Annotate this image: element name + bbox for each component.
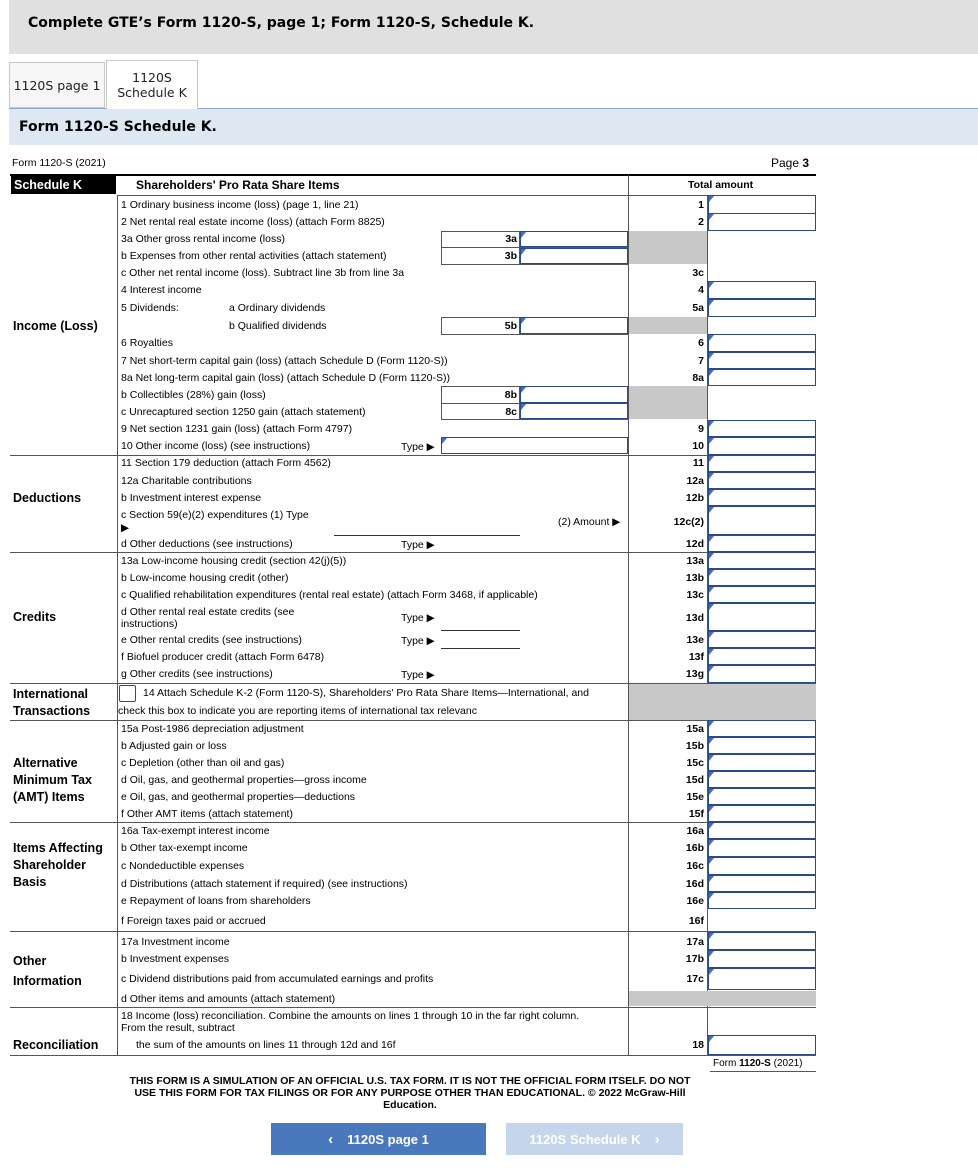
line-number: 13b xyxy=(685,572,704,584)
amount-input-3a[interactable] xyxy=(520,231,628,247)
amount-input-16a[interactable] xyxy=(708,822,816,839)
section-reconciliation: Reconciliation xyxy=(13,1038,99,1052)
amount-input-2[interactable] xyxy=(708,213,816,231)
line-number: 16b xyxy=(685,842,704,854)
type-label: Type ▶ xyxy=(401,441,435,453)
line-number: 5a xyxy=(692,302,704,314)
amount-input-13g[interactable] xyxy=(708,665,816,683)
amount-input-10[interactable] xyxy=(708,437,816,455)
line-number: 13f xyxy=(688,651,704,663)
line-number: 13c xyxy=(686,589,704,601)
type-label: Type ▶ xyxy=(401,612,435,624)
amount-input-16c[interactable] xyxy=(708,857,816,875)
rule xyxy=(441,386,442,419)
amount-input-13b[interactable] xyxy=(708,569,816,586)
line-13d: d Other rental real estate credits (see xyxy=(121,606,295,618)
previous-button-label: 1120S page 1 xyxy=(347,1131,429,1147)
type-input-10[interactable] xyxy=(441,437,628,454)
chevron-right-icon: › xyxy=(654,1130,660,1148)
tab-1120s-page-1[interactable]: 1120S page 1 xyxy=(9,62,105,108)
type-label: Type ▶ xyxy=(401,635,435,647)
line-number: 15d xyxy=(685,774,704,786)
shaded-cell xyxy=(629,231,707,264)
line-1: 1 Ordinary business income (loss) (page 1, line 21) xyxy=(121,199,359,211)
line-12a: 12a Charitable contributions xyxy=(121,475,252,487)
form-footer: Form 1120-S (2021) xyxy=(713,1058,803,1069)
line-13g: g Other credits (see instructions) xyxy=(121,668,273,680)
line-3b: b Expenses from other rental activities (attach statement) xyxy=(121,250,387,262)
line-16f: f Foreign taxes paid or accrued xyxy=(121,915,266,927)
section-amt: Alternative Minimum Tax (AMT) Items xyxy=(13,756,92,804)
line-14: 14 Attach Schedule K-2 (Form 1120-S), Shareholders' Pro Rata Share Items—International, and xyxy=(143,687,589,699)
amount-input-16d[interactable] xyxy=(708,875,816,892)
line-number: 16f xyxy=(688,915,704,927)
section-divider xyxy=(10,822,816,823)
page-title: Complete GTE’s Form 1120-S, page 1; Form 1120-S, Schedule K. xyxy=(28,15,535,31)
amount-input-7[interactable] xyxy=(708,352,816,369)
amount-input-18[interactable] xyxy=(708,1035,816,1055)
type-underline xyxy=(441,630,520,631)
line-17c: c Dividend distributions paid from accumulated earnings and profits xyxy=(121,973,434,985)
line-number: 6 xyxy=(698,337,704,349)
shaded-cell xyxy=(629,386,707,419)
amount-input-4[interactable] xyxy=(708,281,816,299)
amount-input-13c[interactable] xyxy=(708,586,816,603)
amount-input-12d[interactable] xyxy=(708,535,816,552)
amount-input-17c[interactable] xyxy=(708,968,816,990)
column-divider xyxy=(117,195,118,1056)
disclaimer: THIS FORM IS A SIMULATION OF AN OFFICIAL U.S. TAX FORM. IT IS NOT THE OFFICIAL FORM ITSELF. DO NOT USE THIS FORM FOR TAX FILINGS OR FOR ANY PURPOSE OTHER THAN EDUCATIONAL. © 2022 McGraw-Hill Education. xyxy=(129,1075,691,1111)
section-international: International Transactions xyxy=(13,687,91,718)
line-number: 16d xyxy=(685,878,704,890)
tab-1120s-schedule-k[interactable]: 1120S Schedule K xyxy=(106,60,198,109)
line-8b: b Collectibles (28%) gain (loss) xyxy=(121,389,266,401)
line-13b: b Low-income housing credit (other) xyxy=(121,572,289,584)
column-title: Shareholders' Pro Rata Share Items xyxy=(136,178,340,192)
line-number: 9 xyxy=(698,423,704,435)
line-15b: b Adjusted gain or loss xyxy=(121,740,227,752)
line-number: 13g xyxy=(685,668,704,680)
international-checkbox[interactable] xyxy=(119,685,136,702)
line-8a: 8a Net long-term capital gain (loss) (attach Schedule D (Form 1120-S)) xyxy=(121,372,450,384)
amount-input-15f[interactable] xyxy=(708,805,816,822)
line-number: 17c xyxy=(686,973,704,985)
line-number: 16a xyxy=(686,825,704,837)
amount-input-15e[interactable] xyxy=(708,788,816,805)
line-14-cont: check this box to indicate you are reporting items of international tax relevanc xyxy=(118,705,477,717)
section-divider xyxy=(10,1007,816,1008)
line-3a: 3a Other gross rental income (loss) xyxy=(121,233,285,245)
amount-input-5b[interactable] xyxy=(520,317,628,334)
amount-input-6[interactable] xyxy=(708,334,816,352)
schedule-label: Schedule K xyxy=(11,176,116,194)
line-8c: c Unrecaptured section 1250 gain (attach statement) xyxy=(121,406,366,418)
line-number: 12a xyxy=(686,475,704,487)
section-divider xyxy=(10,552,816,553)
chevron-left-icon: ‹ xyxy=(328,1130,334,1148)
amount-input-12b[interactable] xyxy=(708,489,816,506)
amount-input-12a[interactable] xyxy=(708,472,816,489)
amount-input-17b[interactable] xyxy=(708,950,816,968)
line-10: 10 Other income (loss) (see instructions) xyxy=(121,440,311,452)
amount-input-16e[interactable] xyxy=(708,892,816,909)
line-number: 15f xyxy=(688,808,704,820)
line-number: 16e xyxy=(686,895,704,907)
line-13c: c Qualified rehabilitation expenditures (rental real estate) (attach Form 3468, if applicable) xyxy=(121,589,538,601)
section-divider xyxy=(10,1055,816,1056)
line-15c: c Depletion (other than oil and gas) xyxy=(121,757,285,769)
amount-input-5a[interactable] xyxy=(708,299,816,317)
amount-input-11[interactable] xyxy=(708,455,816,472)
amount-input-15c[interactable] xyxy=(708,754,816,771)
amount-input-15a[interactable] xyxy=(708,720,816,737)
line-2: 2 Net rental real estate income (loss) (attach Form 8825) xyxy=(121,216,385,228)
line-number: 10 xyxy=(692,440,704,452)
line-16b: b Other tax-exempt income xyxy=(121,842,248,854)
line-15a: 15a Post-1986 depreciation adjustment xyxy=(121,723,304,735)
line-number: 17b xyxy=(685,953,704,965)
rule xyxy=(441,231,442,264)
next-button[interactable] xyxy=(506,1123,683,1155)
amount-input-13e[interactable] xyxy=(708,631,816,648)
amount-input-8a[interactable] xyxy=(708,369,816,386)
line-number: 18 xyxy=(692,1039,704,1051)
line-number: 13e xyxy=(686,634,704,646)
line-number: 17a xyxy=(686,936,704,948)
amount-input-3b[interactable] xyxy=(520,248,628,264)
line-15f: f Other AMT items (attach statement) xyxy=(121,808,293,820)
section-basis: Items Affecting Shareholder Basis xyxy=(13,841,103,889)
line-6: 6 Royalties xyxy=(121,337,173,349)
rule xyxy=(441,334,629,335)
line-18: 18 Income (loss) reconciliation. Combine the amounts on lines 1 through 10 in the far right column. xyxy=(121,1010,580,1022)
line-15d: d Oil, gas, and geothermal properties—gross income xyxy=(121,774,367,786)
line-number: 8b xyxy=(504,389,517,401)
section-credits: Credits xyxy=(13,610,57,624)
line-11: 11 Section 179 deduction (attach Form 4562) xyxy=(121,457,331,469)
line-number: 12b xyxy=(685,492,704,504)
shaded-cell xyxy=(629,684,816,720)
section-divider xyxy=(10,931,816,932)
line-13e: e Other rental credits (see instructions) xyxy=(121,634,302,646)
amount-input-8c[interactable] xyxy=(520,403,628,419)
line-number: 3b xyxy=(504,250,517,262)
shaded-cell xyxy=(629,317,707,334)
rule xyxy=(441,264,629,265)
section-other: Other Information xyxy=(13,954,82,988)
line-number: 1 xyxy=(698,199,704,211)
line-12b: b Investment interest expense xyxy=(121,492,262,504)
line-number: 13a xyxy=(686,555,704,567)
line-16d: d Distributions (attach statement if required) (see instructions) xyxy=(121,878,408,890)
line-12c-arrow: ▶ xyxy=(121,522,130,534)
line-13f: f Biofuel producer credit (attach Form 6478) xyxy=(121,651,325,663)
line-9: 9 Net section 1231 gain (loss) (attach Form 4797) xyxy=(121,423,353,435)
type-underline xyxy=(334,535,520,536)
line-17b: b Investment expenses xyxy=(121,953,229,965)
line-number: 5b xyxy=(504,320,517,332)
section-divider xyxy=(10,720,816,721)
line-number: 11 xyxy=(692,457,704,469)
section-title: Form 1120-S Schedule K. xyxy=(19,119,217,135)
line-number: 13d xyxy=(685,612,704,624)
line-number: 12c(2) xyxy=(673,516,704,528)
shaded-cell xyxy=(629,991,816,1006)
amount-input-15d[interactable] xyxy=(708,771,816,788)
line-number: 16c xyxy=(686,860,704,872)
line-12d: d Other deductions (see instructions) xyxy=(121,538,293,550)
line-number: 15c xyxy=(686,757,704,769)
amount-input-13d[interactable] xyxy=(708,603,816,631)
amount-input-15b[interactable] xyxy=(708,737,816,754)
line-16a: 16a Tax-exempt interest income xyxy=(121,825,270,837)
amount-input-12c2[interactable] xyxy=(708,506,816,535)
line-number: 8a xyxy=(692,372,704,384)
line-number: 3c xyxy=(692,267,704,279)
previous-button[interactable] xyxy=(271,1123,486,1155)
amount-input-9[interactable] xyxy=(708,420,816,437)
line-17a: 17a Investment income xyxy=(121,936,230,948)
page-number: Page 3 xyxy=(771,156,810,170)
form-id: Form 1120-S (2021) xyxy=(12,157,106,169)
line-16e: e Repayment of loans from shareholders xyxy=(121,895,311,907)
line-number: 15e xyxy=(686,791,704,803)
line-18-cont: From the result, subtract xyxy=(121,1022,235,1034)
line-number: 7 xyxy=(698,355,704,367)
line-17d: d Other items and amounts (attach statement) xyxy=(121,993,336,1005)
column-divider xyxy=(628,175,629,1056)
line-number: 4 xyxy=(698,284,704,296)
amount-input-16b[interactable] xyxy=(708,839,816,857)
amount-input-13a[interactable] xyxy=(708,552,816,569)
line-7: 7 Net short-term capital gain (loss) (attach Schedule D (Form 1120-S)) xyxy=(121,355,448,367)
amount-input-1[interactable] xyxy=(708,195,816,214)
line-18-cont2: the sum of the amounts on lines 11 through 12d and 16f xyxy=(136,1039,396,1051)
line-4: 4 Interest income xyxy=(121,284,202,296)
line-number: 8c xyxy=(505,406,517,418)
amount-input-13f[interactable] xyxy=(708,648,816,665)
line-15e: e Oil, gas, and geothermal properties—deductions xyxy=(121,791,356,803)
type-label: Type ▶ xyxy=(401,669,435,681)
section-deductions: Deductions xyxy=(13,491,82,505)
rule xyxy=(10,174,816,176)
line-number: 3a xyxy=(505,233,517,245)
amount-input-8b[interactable] xyxy=(520,386,628,403)
line-number: 15a xyxy=(686,723,704,735)
line-13a: 13a Low-income housing credit (section 42(j)(5)) xyxy=(121,555,347,567)
line-16c: c Nondeductible expenses xyxy=(121,860,245,872)
line-3c: c Other net rental income (loss). Subtract line 3b from line 3a xyxy=(121,267,405,279)
section-income: Income (Loss) xyxy=(13,319,98,333)
line-13d-cont: instructions) xyxy=(121,618,178,630)
section-divider xyxy=(10,455,816,456)
rule xyxy=(441,317,442,334)
rule xyxy=(710,1071,816,1072)
line-12c: c Section 59(e)(2) expenditures (1) Type xyxy=(121,509,309,521)
amount-input-17a[interactable] xyxy=(708,932,816,950)
line-number: 12d xyxy=(685,538,704,550)
total-amount-header: Total amount xyxy=(688,179,754,191)
line-number: 2 xyxy=(698,216,704,228)
line-5a: a Ordinary dividends xyxy=(229,302,326,314)
line-5: 5 Dividends: xyxy=(121,302,179,314)
type-underline xyxy=(441,648,520,649)
line-5b: b Qualified dividends xyxy=(229,320,327,332)
line-12c-amount: (2) Amount ▶ xyxy=(558,516,621,528)
type-label: Type ▶ xyxy=(401,539,435,551)
rule xyxy=(441,419,629,420)
line-number: 15b xyxy=(685,740,704,752)
next-button-label: 1120S Schedule K xyxy=(529,1131,641,1147)
